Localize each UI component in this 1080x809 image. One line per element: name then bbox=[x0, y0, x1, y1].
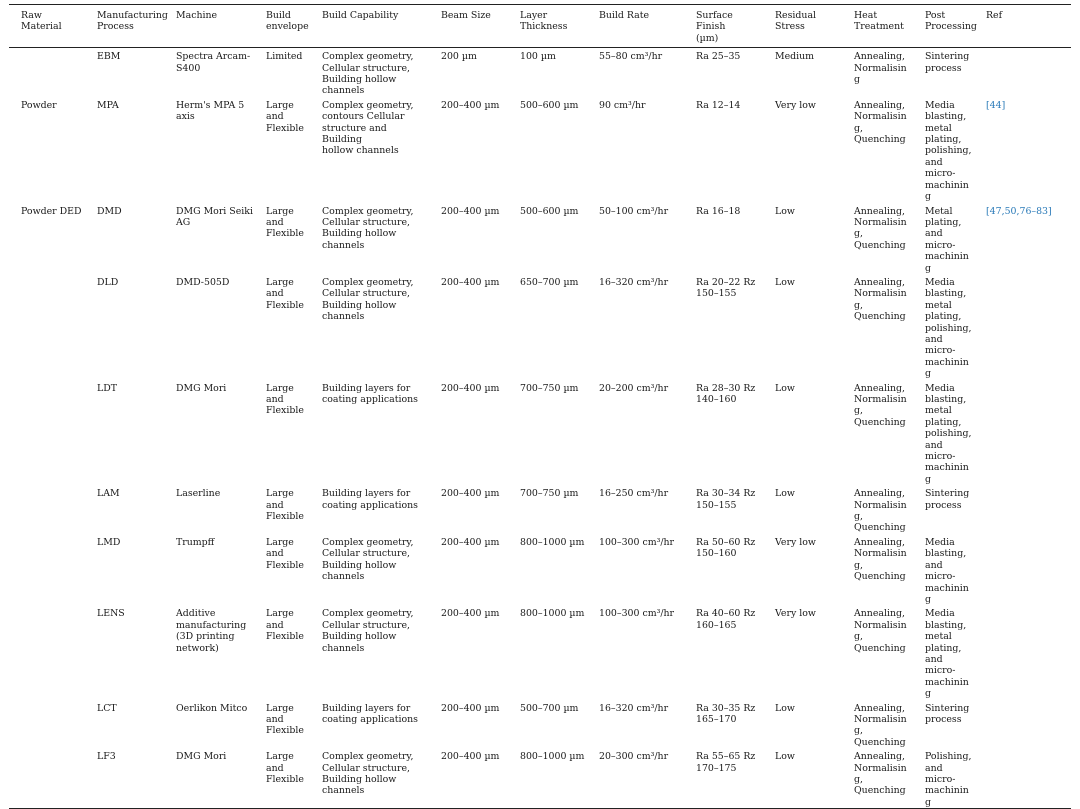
cell-ref bbox=[977, 748, 1071, 809]
cell-process: MPA bbox=[97, 99, 119, 111]
cell-machine: Trumpff bbox=[176, 536, 215, 548]
table-row bbox=[9, 700, 1071, 749]
cell-surface-finish: Ra 12–14 bbox=[696, 99, 741, 111]
cell-heat-treatment: Annealing, Normalising, Quenching bbox=[854, 608, 907, 654]
am-process-comparison-table bbox=[9, 4, 1071, 809]
cell-machine: Spectra Arcam- S400 bbox=[176, 51, 251, 74]
cell-beam-size: 200–400 µm bbox=[441, 702, 500, 714]
cell-post-processing: Sintering process bbox=[925, 488, 970, 511]
cell-post-processing: Sintering process bbox=[925, 702, 970, 725]
cell-heat-treatment: Annealing, Normalising, Quenching bbox=[854, 536, 907, 583]
cell-layer-thickness: 650–700 µm bbox=[520, 276, 579, 288]
header-beam-size: Beam Size bbox=[441, 10, 491, 21]
cell-layer-thickness: 700–750 µm bbox=[520, 382, 579, 394]
cell-residual-stress: Low bbox=[775, 205, 795, 217]
cell-build-envelope: Limited bbox=[266, 51, 303, 63]
cell-residual-stress: Very low bbox=[775, 99, 816, 111]
cell-beam-size: 200–400 µm bbox=[441, 536, 500, 548]
table-header-row bbox=[9, 5, 1071, 48]
header-layer-thickness: Layer Thickness bbox=[520, 10, 568, 33]
cell-residual-stress: Low bbox=[775, 382, 795, 394]
cell-build-rate: 20–200 cm³/hr bbox=[599, 382, 669, 394]
document-page bbox=[9, 4, 1071, 809]
cell-build-capability: Complex geometry, Cellular structure, Building hollow channels bbox=[322, 608, 414, 654]
cell-build-envelope: Large and Flexible bbox=[266, 751, 304, 785]
cell-build-rate: 16–320 cm³/hr bbox=[599, 276, 669, 288]
cell-build-envelope: Large and Flexible bbox=[266, 608, 304, 643]
cell-process: LF3 bbox=[97, 751, 116, 763]
cell-raw-material bbox=[9, 605, 88, 699]
cell-build-envelope: Large and Flexible bbox=[266, 276, 304, 311]
cell-process: DMD bbox=[97, 205, 122, 217]
cell-build-rate: 50–100 cm³/hr bbox=[599, 205, 669, 217]
cell-post-processing: Media blasting, metal plating, polishing, and micro- machining bbox=[925, 276, 972, 380]
cell-build-envelope: Large and Flexible bbox=[266, 488, 304, 523]
table-row bbox=[9, 605, 1071, 699]
header-ref: Ref bbox=[986, 10, 1003, 21]
cell-beam-size: 200–400 µm bbox=[441, 751, 500, 763]
cell-residual-stress: Low bbox=[775, 276, 795, 288]
cell-machine: Herm's MPA 5 axis bbox=[176, 99, 245, 123]
cell-build-capability: Complex geometry, Cellular structure, Building hollow channels bbox=[322, 751, 414, 797]
cell-raw-material bbox=[9, 485, 88, 534]
table-row bbox=[9, 203, 1071, 274]
table-row bbox=[9, 748, 1071, 809]
cell-beam-size: 200–400 µm bbox=[441, 276, 500, 288]
cell-layer-thickness: 800–1000 µm bbox=[520, 751, 585, 763]
header-post-processing: Post Processing bbox=[925, 10, 977, 33]
cell-machine: DMG Mori bbox=[176, 751, 227, 763]
cell-layer-thickness: 800–1000 µm bbox=[520, 536, 585, 548]
cell-beam-size: 200–400 µm bbox=[441, 382, 500, 394]
header-build-envelope: Build envelope bbox=[266, 10, 309, 33]
cell-build-rate: 55–80 cm³/hr bbox=[599, 51, 663, 63]
cell-build-capability: Building layers for coating applications bbox=[322, 382, 418, 405]
cell-build-rate: 90 cm³/hr bbox=[599, 99, 646, 111]
cell-heat-treatment: Annealing, Normalising, Quenching bbox=[854, 276, 907, 323]
cell-ref bbox=[977, 605, 1071, 699]
cell-machine: DMG Mori Seiki AG bbox=[176, 205, 253, 228]
header-build-capability: Build Capability bbox=[322, 10, 399, 21]
cell-ref bbox=[977, 274, 1071, 380]
cell-layer-thickness: 500–700 µm bbox=[520, 702, 579, 714]
cell-surface-finish: Ra 20–22 Rz 150–155 bbox=[696, 276, 756, 300]
cell-raw-material bbox=[9, 534, 88, 605]
cell-heat-treatment: Annealing, Normalising, Quenching bbox=[854, 488, 907, 534]
cell-ref bbox=[977, 380, 1071, 486]
cell-post-processing: Media blasting, metal plating, polishing, and micro- machining bbox=[925, 99, 972, 203]
cell-ref bbox=[977, 48, 1071, 97]
cell-ref-link[interactable]: [47,50,76–83] bbox=[986, 205, 1052, 217]
table-row bbox=[9, 274, 1071, 380]
table-row bbox=[9, 97, 1071, 203]
header-surface-finish: Surface Finish (µm) bbox=[696, 10, 733, 44]
cell-residual-stress: Low bbox=[775, 751, 795, 763]
cell-machine: Additive manufacturing (3D printing network) bbox=[176, 608, 247, 654]
cell-build-capability: Complex geometry, contours Cellular structure and Building hollow channels bbox=[322, 99, 414, 157]
header-heat-treatment: Heat Treatment bbox=[854, 10, 904, 33]
cell-process: LCT bbox=[97, 702, 117, 714]
header-build-rate: Build Rate bbox=[599, 10, 650, 21]
cell-build-envelope: Large and Flexible bbox=[266, 702, 304, 737]
cell-surface-finish: Ra 28–30 Rz 140–160 bbox=[696, 382, 756, 405]
cell-machine: DMG Mori bbox=[176, 382, 227, 394]
cell-build-rate: 20–300 cm³/hr bbox=[599, 751, 669, 763]
cell-build-envelope: Large and Flexible bbox=[266, 205, 304, 240]
cell-build-envelope: Large and Flexible bbox=[266, 99, 304, 134]
header-raw-material: Raw Material bbox=[21, 10, 62, 33]
cell-build-capability: Complex geometry, Cellular structure, Building hollow channels bbox=[322, 51, 414, 97]
cell-surface-finish: Ra 50–60 Rz 150–160 bbox=[696, 536, 756, 560]
header-manufacturing-process: Manufacturing Process bbox=[97, 10, 168, 33]
cell-raw-material: Powder DED bbox=[21, 205, 82, 217]
cell-heat-treatment: Annealing, Normalising, Quenching bbox=[854, 99, 907, 146]
cell-surface-finish: Ra 30–34 Rz 150–155 bbox=[696, 488, 756, 511]
cell-raw-material bbox=[9, 274, 88, 380]
cell-beam-size: 200–400 µm bbox=[441, 608, 500, 620]
cell-surface-finish: Ra 30–35 Rz 165–170 bbox=[696, 702, 756, 725]
cell-build-envelope: Large and Flexible bbox=[266, 382, 304, 417]
cell-build-capability: Complex geometry, Cellular structure, Building hollow channels bbox=[322, 276, 414, 323]
cell-layer-thickness: 500–600 µm bbox=[520, 205, 579, 217]
cell-surface-finish: Ra 16–18 bbox=[696, 205, 741, 217]
cell-surface-finish: Ra 40–60 Rz 160–165 bbox=[696, 608, 756, 631]
cell-post-processing: Polishing, and micro- machining bbox=[925, 751, 972, 808]
cell-layer-thickness: 100 µm bbox=[520, 51, 556, 63]
cell-heat-treatment: Annealing, Normalising, Quenching bbox=[854, 205, 907, 251]
cell-post-processing: Media blasting, metal plating, polishing, and micro- machining bbox=[925, 382, 972, 485]
cell-process: LDT bbox=[97, 382, 117, 394]
cell-residual-stress: Low bbox=[775, 702, 795, 714]
cell-layer-thickness: 500–600 µm bbox=[520, 99, 579, 111]
cell-heat-treatment: Annealing, Normalising bbox=[854, 51, 907, 86]
cell-residual-stress: Very low bbox=[775, 608, 816, 620]
cell-build-envelope: Large and Flexible bbox=[266, 536, 304, 571]
cell-beam-size: 200–400 µm bbox=[441, 99, 500, 111]
table-row bbox=[9, 380, 1071, 486]
cell-process: DLD bbox=[97, 276, 119, 288]
cell-machine: Oerlikon Mitco bbox=[176, 702, 248, 714]
cell-beam-size: 200–400 µm bbox=[441, 488, 500, 500]
cell-build-capability: Complex geometry, Cellular structure, Building hollow channels bbox=[322, 205, 414, 251]
cell-build-rate: 16–250 cm³/hr bbox=[599, 488, 669, 500]
cell-build-rate: 100–300 cm³/hr bbox=[599, 536, 675, 548]
cell-build-capability: Building layers for coating applications bbox=[322, 488, 418, 511]
cell-build-rate: 100–300 cm³/hr bbox=[599, 608, 675, 620]
cell-post-processing: Metal plating, and micro- machining bbox=[925, 205, 969, 274]
cell-residual-stress: Low bbox=[775, 488, 795, 500]
cell-post-processing: Sintering process bbox=[925, 51, 970, 74]
cell-raw-material bbox=[9, 48, 88, 97]
header-machine: Machine bbox=[176, 10, 218, 21]
cell-machine: DMD-505D bbox=[176, 276, 230, 288]
cell-build-capability: Complex geometry, Cellular structure, Building hollow channels bbox=[322, 536, 414, 583]
cell-ref bbox=[977, 485, 1071, 534]
cell-process: EBM bbox=[97, 51, 121, 63]
cell-ref bbox=[977, 534, 1071, 605]
cell-build-rate: 16–320 cm³/hr bbox=[599, 702, 669, 714]
cell-raw-material bbox=[9, 748, 88, 809]
cell-process: LENS bbox=[97, 608, 125, 620]
cell-build-capability: Building layers for coating applications bbox=[322, 702, 418, 725]
cell-residual-stress: Very low bbox=[775, 536, 816, 548]
cell-post-processing: Media blasting, and micro- machining bbox=[925, 536, 969, 605]
cell-raw-material bbox=[9, 700, 88, 749]
cell-ref bbox=[977, 700, 1071, 749]
cell-beam-size: 200 µm bbox=[441, 51, 477, 63]
cell-heat-treatment: Annealing, Normalising, Quenching bbox=[854, 382, 907, 428]
cell-ref-link[interactable]: [44] bbox=[986, 99, 1006, 111]
cell-post-processing: Media blasting, metal plating, and micro- machining bbox=[925, 608, 969, 700]
cell-beam-size: 200–400 µm bbox=[441, 205, 500, 217]
table-row bbox=[9, 48, 1071, 97]
cell-layer-thickness: 800–1000 µm bbox=[520, 608, 585, 620]
cell-layer-thickness: 700–750 µm bbox=[520, 488, 579, 500]
cell-process: LMD bbox=[97, 536, 121, 548]
cell-surface-finish: Ra 25–35 bbox=[696, 51, 741, 63]
cell-machine: Laserline bbox=[176, 488, 221, 500]
cell-process: LAM bbox=[97, 488, 120, 500]
table-row bbox=[9, 485, 1071, 534]
header-residual-stress: Residual Stress bbox=[775, 10, 817, 33]
cell-heat-treatment: Annealing, Normalising, Quenching bbox=[854, 751, 907, 797]
cell-raw-material bbox=[9, 380, 88, 486]
cell-raw-material: Powder bbox=[21, 99, 57, 111]
table-row bbox=[9, 534, 1071, 605]
cell-residual-stress: Medium bbox=[775, 51, 815, 63]
cell-surface-finish: Ra 55–65 Rz 170–175 bbox=[696, 751, 756, 774]
cell-heat-treatment: Annealing, Normalising, Quenching bbox=[854, 702, 907, 748]
